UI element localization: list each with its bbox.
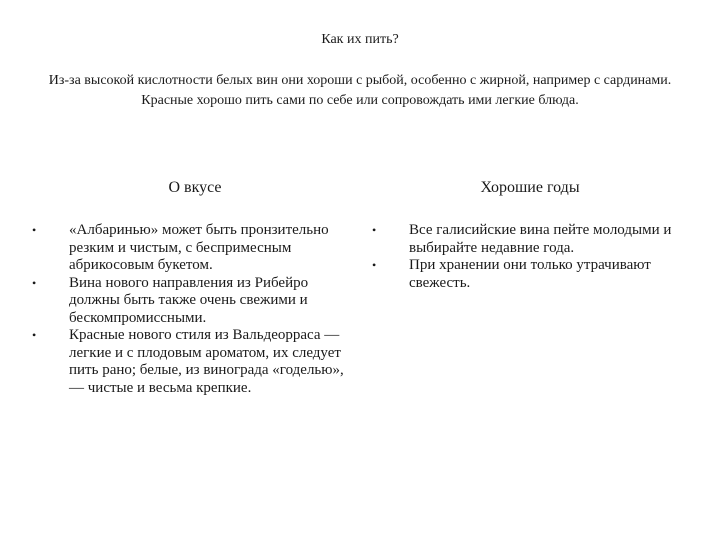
list-item: [372, 222, 672, 257]
list-item: [32, 327, 350, 397]
intro-paragraph: Из-за высокой кислотности белых вин они хороши с рыбой, особенно с жирной, например с сардинами. Красные хорошо пить сами по себе или сопровождать ими легкие блюда.: [48, 73, 672, 108]
bullet-icon: •: [32, 328, 37, 342]
right-column-heading: Хорошие годы: [480, 179, 580, 196]
list-item-text: «Албаринью» может быть пронзительно резким и чистым, с беспримесным абрикосовым букетом.: [69, 222, 329, 273]
list-item: [32, 222, 350, 275]
right-bullet-list: [372, 222, 672, 292]
list-item-text: Красные нового стиля из Вальдеорраса — легкие и с плодовым ароматом, их следует пить рано; белые, из винограда «годелью»,— чистые и весьма крепкие.: [69, 327, 344, 396]
bullet-icon: •: [372, 258, 377, 272]
slide-title: Как их пить?: [321, 32, 399, 47]
bullet-icon: •: [32, 223, 37, 237]
list-item-text: Вина нового направления из Рибейро должны быть также очень свежими и бескомпромиссными.: [69, 274, 309, 326]
left-column-heading: О вкусе: [168, 179, 222, 196]
bullet-icon: •: [32, 275, 37, 290]
list-item: [32, 275, 350, 328]
bullet-icon: •: [372, 223, 377, 237]
list-item-text: Все галисийские вина пейте молодыми и выбирайте недавние года.: [409, 222, 672, 256]
left-bullet-list: [32, 222, 350, 397]
list-item-text: При хранении они только утрачивают свежесть.: [409, 257, 651, 291]
list-item: [372, 257, 672, 292]
